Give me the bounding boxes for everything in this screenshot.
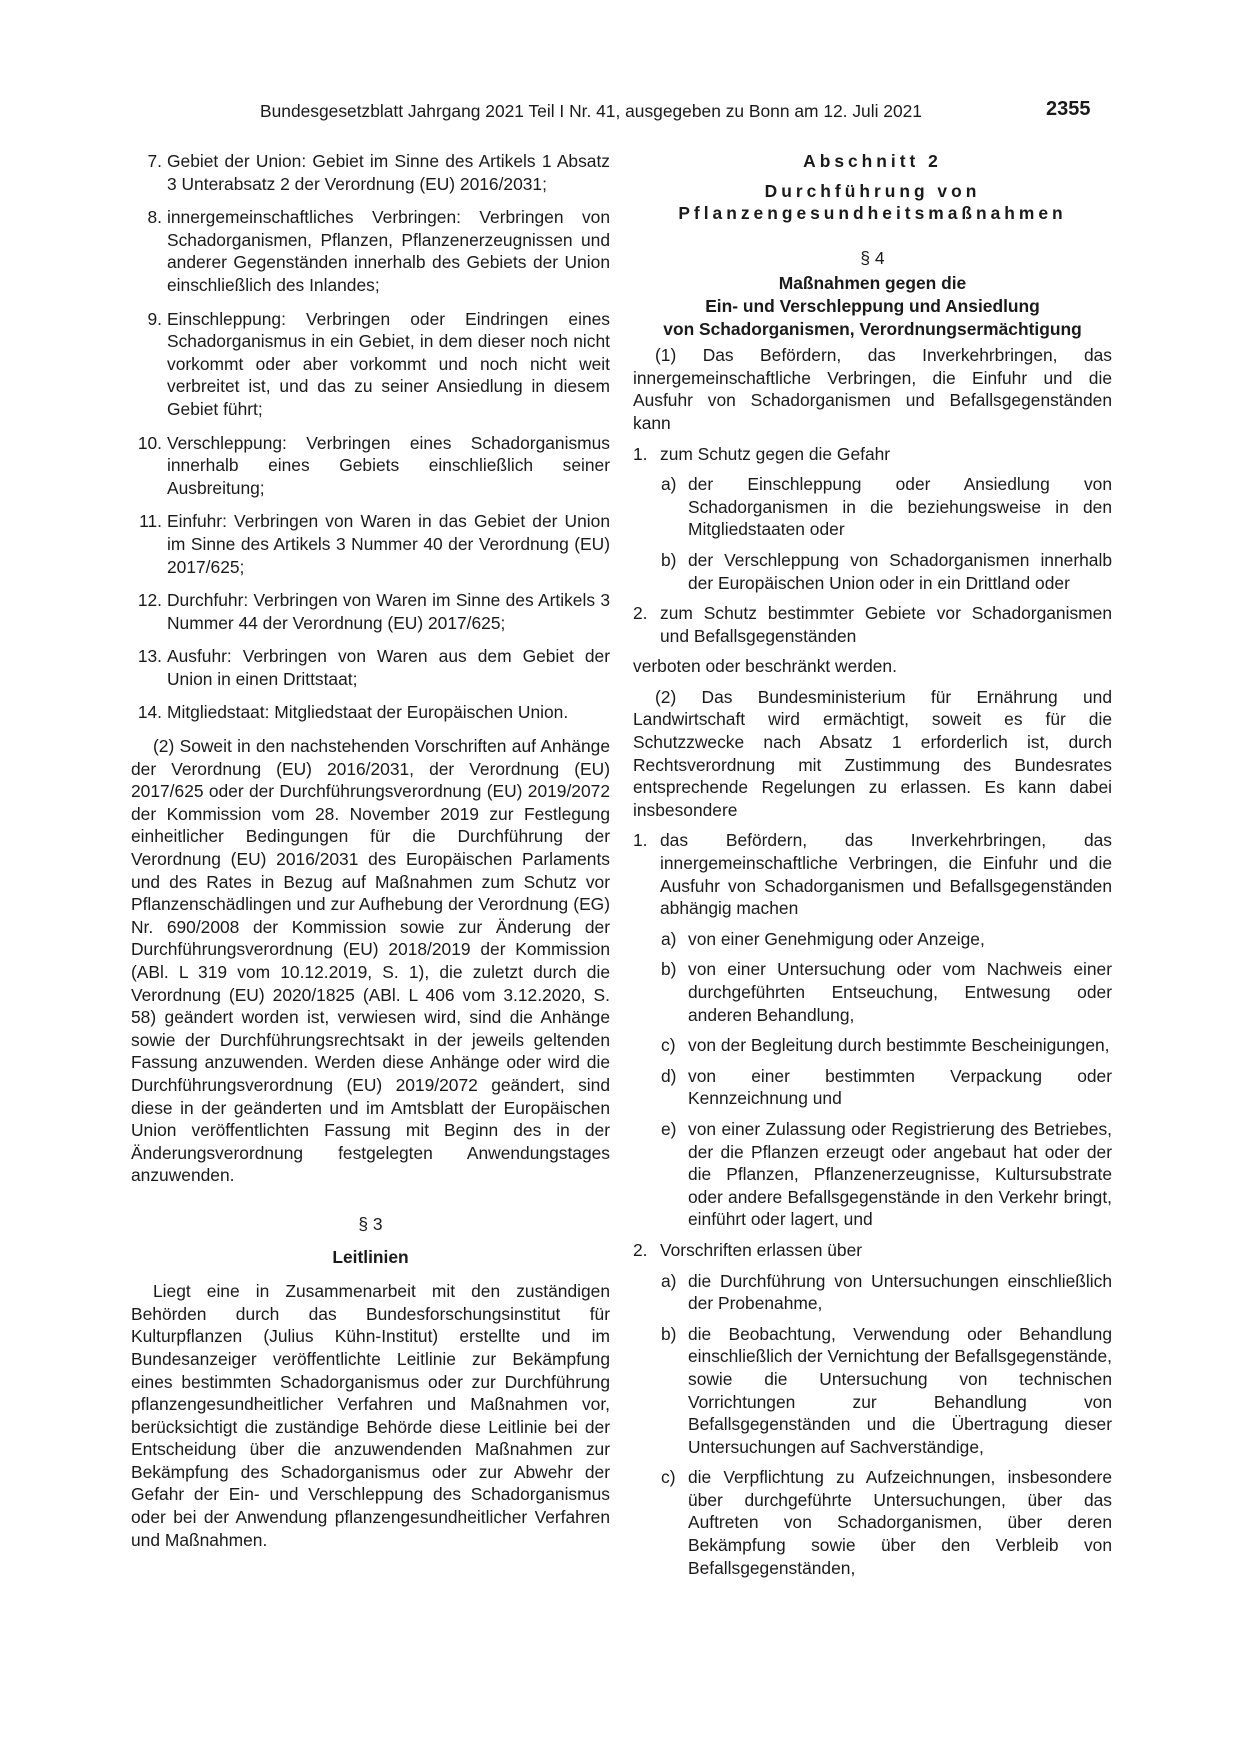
paragraph-end: verboten oder beschränkt werden. — [633, 656, 897, 677]
list-item: 9. Einschleppung: Verbringen oder Eindringen eines Schadorganismus in ein Gebiet, in dem dieser noch nicht vorkommt oder aber vorkommt und noch nicht weit verbreitet ist, und das zu seiner Ansiedlung in diesem Gebiet führt; — [147, 308, 610, 419]
section-title-line-1: Durchführung von — [764, 180, 981, 201]
list-item: 14. Mitgliedstaat: Mitgliedstaat der Europäischen Union. — [137, 702, 569, 723]
item-text: Einschleppung: Verbringen oder Eindringen eines Schadorganismus in ein Gebiet, in dem dieser noch nicht vorkommt oder aber vorkommt und noch nicht weit verbreitet ist, und das zu seiner Ansiedlung in diesem Gebiet führt; — [167, 308, 610, 419]
item-text: Mitgliedstaat: Mitgliedstaat der Europäischen Union. — [167, 702, 569, 723]
left-column — [131, 150, 610, 1551]
definitions-list — [131, 150, 610, 724]
section-4-title-line-2: Ein- und Verschleppung und Ansiedlung — [705, 295, 1040, 316]
list-item: 10. Verschleppung: Verbringen eines Schadorganismus innerhalb eines Gebiets einschließlich seiner Ausbreitung; — [137, 432, 610, 498]
section-4-paragraph-2: (2) Das Bundesministerium für Ernährung und Landwirtschaft wird ermächtigt, soweit es für die Schutzzwecke nach Absatz 1 erforderlich ist, durch Rechtsverordnung mit Zustimmung des Bundesrates entsprechende Regelungen zu erlassen. Es kann dabei insbesondere — [633, 686, 1112, 820]
list-item: 8. innergemeinschaftliches Verbringen: Verbringen von Schadorganismen, Pflanzen, Pflanzenerzeugnissen und anderer Gegenständen innerhalb des Gebiets der Union einschließlich des Inlandes; — [147, 207, 610, 295]
list-item: c) von der Begleitung durch bestimmte Bescheinigungen, — [661, 1035, 1110, 1056]
paragraph-2: (2) Soweit in den nachstehenden Vorschriften auf Anhänge der Verordnung (EU) 2016/2031, der Verordnung (EU) 2017/625 oder der Durchführungsverordnung (EU) 2019/2072 der Kommission vom 28. November 2019 zur Festlegung einheitlicher Bedingungen für die Durchführung der Verordnung (EU) 2016/2031 des Europäischen Parlaments und des Rates in Bezug auf Maßnahmen zum Schutz vor Pflanzenschädlingen und zur Aufhebung der Verordnung (EG) Nr. 690/2008 der Kommission sowie zur Änderung der Durchführungsverordnung (EU) 2018/2019 der Kommission (ABl. L 319 vom 10.12.2019, S. 1), die zuletzt durch die Verordnung (EU) 2020/1825 (ABl. L 406 vom 3.12.2020, S. 58) geändert worden ist, verwiesen wird, sind die Anhänge sowie der Durchführungsrechtsakt in der jeweils geltenden Fassung anzuwenden. Werden diese Anhänge oder wird die Durchführungsverordnung (EU) 2019/2072 geändert, sind diese in der geänderten und im Amtsblatt der Europäischen Union veröffentlichten Fassung mit Beginn des in der Änderungsverordnung festgelegten Anwendungstages anzuwenden. — [131, 736, 610, 1186]
list-item: b) die Beobachtung, Verwendung oder Behandlung einschließlich der Vernichtung der Befallsgegenstände, sowie die Untersuchung von technischen Vorrichtungen zur Behandlung von Befallsgegenständen und die Übertragung dieser Untersuchungen auf Sachverständige, — [661, 1323, 1112, 1457]
section-4-title-line-3: von Schadorganismen, Verordnungsermächtigung — [663, 318, 1082, 339]
right-column — [633, 150, 1112, 1587]
list-item: b) der Verschleppung von Schadorganismen innerhalb der Europäischen Union oder in ein Drittland oder — [661, 549, 1112, 593]
section-4-title-line-1: Maßnahmen gegen die — [778, 273, 967, 294]
item-text: Gebiet der Union: Gebiet im Sinne des Artikels 1 Absatz 3 Unterabsatz 2 der Verordnung (EU) 2016/2031; — [167, 151, 610, 194]
item-text: Durchfuhr: Verbringen von Waren im Sinne des Artikels 3 Nummer 44 der Verordnung (EU) 2017/625; — [167, 590, 610, 633]
list-item: e) von einer Zulassung oder Registrierung des Betriebes, der die Pflanzen erzeugt oder angebaut hat oder der die Pflanzen, Pflanzenerzeugnisse, Kultursubstrate oder andere Befallsgegenstände in den Verkehr bringt, einführt oder lagert, und — [661, 1118, 1112, 1230]
list-item: 11. Einfuhr: Verbringen von Waren in das Gebiet der Union im Sinne des Artikels 3 Nummer 40 der Verordnung (EU) 2017/625; — [139, 511, 610, 577]
list-item: 1. zum Schutz gegen die Gefahr — [633, 443, 891, 464]
section-title-line-2: Pflanzengesundheitsmaßnahmen — [678, 203, 1067, 224]
list-item: 1. das Befördern, das Inverkehrbringen, das innergemeinschaftliche Verbringen, die Einfuhr und die Ausfuhr von Schadorganismen und Befallsgegenständen abhängig machen — [633, 830, 1112, 919]
list-item: 13. Ausfuhr: Verbringen von Waren aus dem Gebiet der Union in einen Drittstaat; — [137, 646, 610, 689]
gazette-header: Bundesgesetzblatt Jahrgang 2021 Teil I Nr. 41, ausgegeben zu Bonn am 12. Juli 2021 — [260, 101, 922, 121]
item-text: Verschleppung: Verbringen eines Schadorganismus innerhalb eines Gebiets einschließlich seiner Ausbreitung; — [167, 432, 610, 498]
section-4-mark: § 4 — [860, 247, 885, 268]
item-text: Ausfuhr: Verbringen von Waren aus dem Gebiet der Union in einen Drittstaat; — [167, 646, 610, 689]
item-text: innergemeinschaftliches Verbringen: Verbringen von Schadorganismen, Pflanzen, Pflanzenerzeugnissen und anderer Gegenständen innerhalb des Gebiets der Union einschließlich des Inlandes; — [167, 207, 610, 295]
section-3-title: Leitlinien — [332, 1246, 409, 1267]
list-item: 12. Durchfuhr: Verbringen von Waren im Sinne des Artikels 3 Nummer 44 der Verordnung (EU) 2017/625; — [137, 590, 610, 633]
section-label: Abschnitt 2 — [803, 151, 942, 171]
item-text: Einfuhr: Verbringen von Waren in das Gebiet der Union im Sinne des Artikels 3 Nummer 40 der Verordnung (EU) 2017/625; — [167, 511, 610, 577]
section-3-text: Liegt eine in Zusammenarbeit mit den zuständigen Behörden durch das Bundesforschungsinstitut für Kulturpflanzen (Julius Kühn-Institut) erstellte und im Bundesanzeiger veröffentlichte Leitlinie zur Bekämpfung eines bestimmten Schadorganismus oder zur Durchführung pflanzengesundheitlicher Verfahren und Maßnahmen vor, berücksichtigt die zuständige Behörde diese Leitlinie bei der Entscheidung über die anzuwendenden Maßnahmen zur Bekämpfung des Schadorganismus oder zur Abwehr der Gefahr der Ein- und Verschleppung des Schadorganismus oder bei der Anwendung pflanzengesundheitlicher Verfahren und Maßnahmen. — [131, 1281, 610, 1550]
section-4-paragraph-1: (1) Das Befördern, das Inverkehrbringen, das innergemeinschaftliche Verbringen, die Einfuhr und die Ausfuhr von Schadorganismen und Befallsgegenständen kann — [633, 345, 1112, 433]
list-item: a) der Einschleppung oder Ansiedlung von Schadorganismen in die beziehungsweise in den Mitgliedstaaten oder — [661, 474, 1112, 540]
section-3-mark: § 3 — [358, 1213, 383, 1234]
page-header — [0, 100, 1241, 124]
page-number: 2355 — [1046, 98, 1091, 120]
list-item: 7. Gebiet der Union: Gebiet im Sinne des Artikels 1 Absatz 3 Unterabsatz 2 der Verordnung (EU) 2016/2031; — [147, 151, 610, 194]
list-item: a) von einer Genehmigung oder Anzeige, — [661, 928, 985, 949]
list-item: a) die Durchführung von Untersuchungen einschließlich der Probenahme, — [661, 1270, 1112, 1314]
list-item: b) von einer Untersuchung oder vom Nachweis einer durchgeführten Entseuchung, Entwesung oder anderen Behandlung, — [661, 959, 1112, 1025]
list-item: 2. Vorschriften erlassen über — [633, 1239, 863, 1260]
list-item: 2. zum Schutz bestimmter Gebiete vor Schadorganismen und Befallsgegenständen — [633, 603, 1112, 646]
list-item: d) von einer bestimmten Verpackung oder Kennzeichnung und — [661, 1065, 1112, 1109]
list-item: c) die Verpflichtung zu Aufzeichnungen, insbesondere über durchgeführte Untersuchungen, über das Auftreten von Schadorganismen, über deren Bekämpfung sowie über den Verbleib von Befallsgegenständen, — [661, 1467, 1112, 1578]
